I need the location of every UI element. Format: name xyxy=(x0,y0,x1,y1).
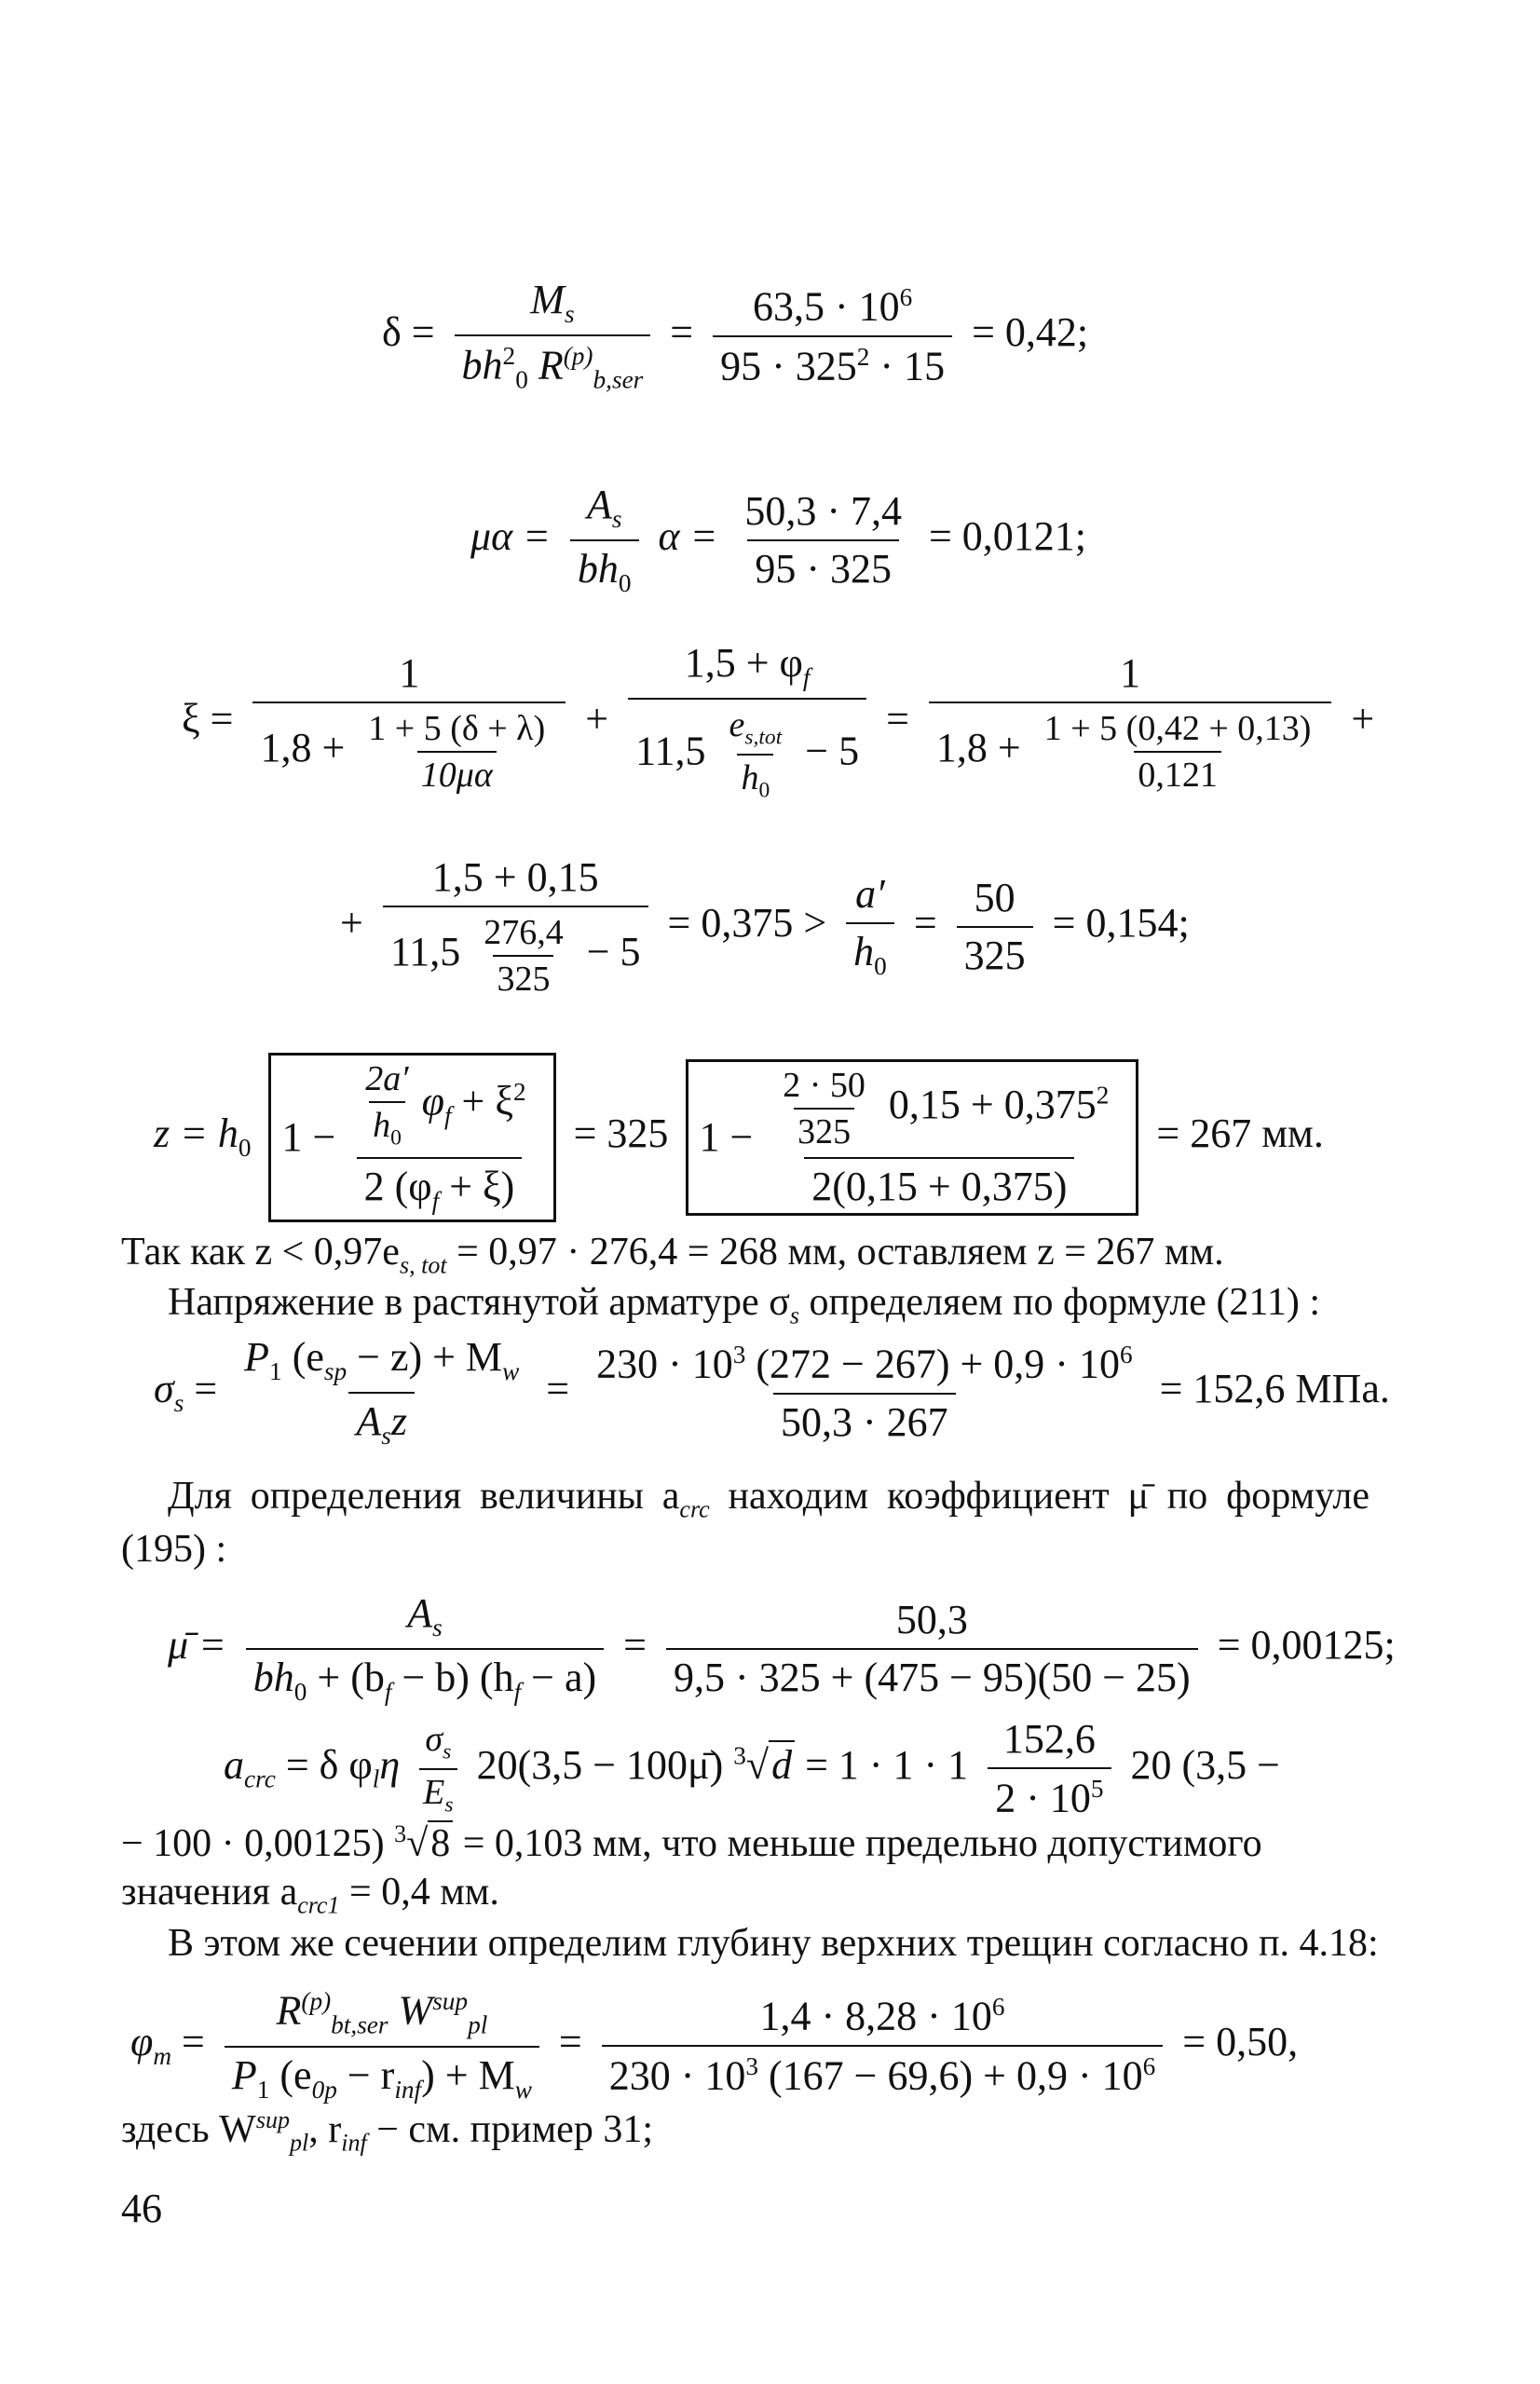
page-number: 46 xyxy=(121,2186,162,2231)
equation-mu-bar: μ̄ = $\frac{A_s}{bh_0 + (b_f - b) (h_f - a)}$ = $\frac{50,3}{9,5 \cdot 325 + (475 - 95)(50 - 25)}$ = 0,00125; xyxy=(168,1590,1396,1706)
fraction: $\frac{M_s}{bh^2_0 R^{(p)}_{b,ser}}$ xyxy=(455,279,651,393)
text-line: Напряжение в растянутой арматуре $\sigma_s$ определяем по формуле (211) : xyxy=(168,1281,1321,1329)
text-line: здесь $W^{sup}_{pl}$, $r_{inf}$ − см. пример 31; xyxy=(121,2106,653,2157)
equation-delta: δ = $\frac{M_s}{bh^2_0 R^{(p)}_{b,ser}}$ = $\frac{63,5 \cdot 10^6}{95 \cdot 325^2 \cdot 15}$ = 0,42; xyxy=(382,277,1089,394)
equation-sigma-s: $\sigma_s$ = $\frac{P_1 (e_{sp} - z) + M_w}{A_sz}$ = $\frac{230 \cdot 10^3 (272 - 267) + 0,9 \cdot 10^6}{50,3 \cdot 267}$ = 152,6 МПа. xyxy=(154,1334,1390,1450)
text-line: В этом же сечении определим глубину верхних трещин согласно п. 4.18: xyxy=(168,1922,1379,1965)
equation-z: $z = h_0$ 1 − $\frac{2a'}{h_0}$ $\varphi_f + \xi^2$ 2 $(\varphi_f + \xi)$ = 325 1 − $\frac{2 \cdot 50}{325}$ $0,15 + 0,375^2$ 2(0,15 + 0,375) = 267 мм. xyxy=(154,1053,1324,1222)
text-line: − 100 · 0,00125) $^3$√8 = 0,103 мм, что меньше предельно допустимого xyxy=(121,1820,1262,1865)
fraction: $\frac{63,5 \cdot 10^6}{95 \cdot 325^2 \cdot 15}$ xyxy=(713,285,952,387)
equation-mu-alpha: μα = $\frac{A_s}{bh_0}$ α = $\frac{50,3 \cdot 7,4}{95 \cdot 325}$ = 0,0121; xyxy=(470,482,1087,597)
equation-xi-continued: + 1,5 + 0,15 11,5 $\frac{276,4}{325}$ − 5 = 0,375 > $\frac{a'}{h_0}$ = $\frac{50}{325}$ = 0,154; xyxy=(340,854,1190,999)
text-paragraph: Для определения величины $a_{crc}$ находим коэффициент μ̄ по формуле (195) : xyxy=(121,1475,1370,1571)
text-line: Так как $z < 0,97e_{s, tot} = 0,97 \cdot 276,4 = 268$ мм, оставляем z = 267 мм. xyxy=(121,1231,1224,1279)
equation-phi-m: $\varphi_m$ = $\frac{R^{(p)}_{bt,ser} W^{sup}_{pl}}{P_1 (e_{0p} - r_{inf}) + M_w}$ = $\frac{1,4 \cdot 8,28 \cdot 10^6}{230 \cdot 10^3 (167 - 69,6) + 0,9 \cdot 10^6}$ = 0,50, xyxy=(130,1987,1299,2104)
text-line: значения $a_{crc1} = 0,4$ мм. xyxy=(121,1871,499,1919)
equation-a-crc: $a_{crc} = \delta$ $\varphi_l\eta$ $\frac{\sigma_s}{E_s}$ 20(3,5 − 100μ̄) $^3$√d = 1 · 1 · 1 $\frac{152,6}{2 \cdot 10^5}$ 20 (3,5 − xyxy=(224,1716,1280,1821)
equation-xi: ξ = 1 1,8 + $\frac{1 + 5 (\delta + \lambda)}{10\mu\alpha}$ + $1,5 + \varphi_f$ 11,5 $\frac{e_{s,tot}}{h_0}$ − 5 = 1 1,8 + $\frac{1 + 5 (0,42 + 0,13)}{0,121}$ + xyxy=(182,640,1375,803)
